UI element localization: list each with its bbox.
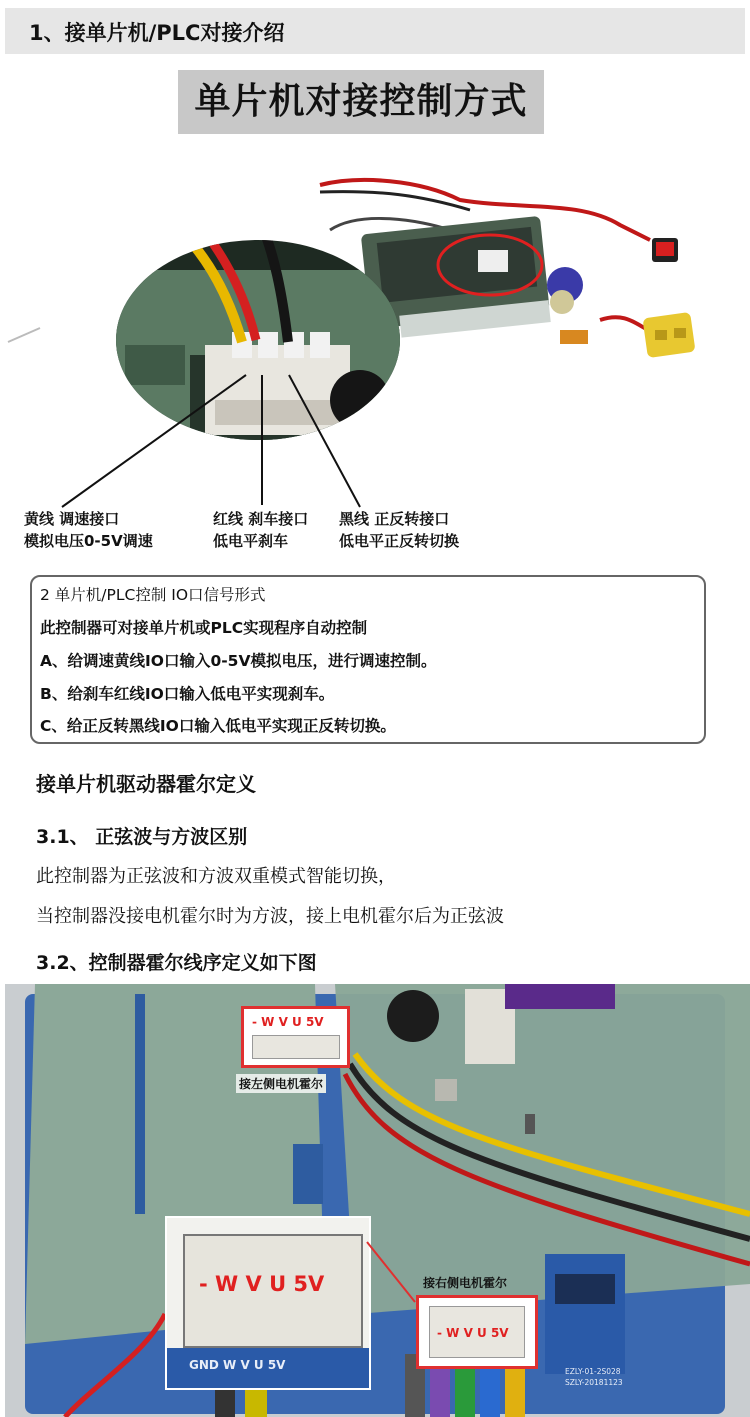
red-wire-title: 红线 刹车接口 (213, 510, 309, 528)
info-line-b: B、给刹车红线IO口输入低电平实现刹车。 (40, 685, 335, 703)
right-hall-caption: 接右侧电机霍尔 (423, 1276, 508, 1290)
left-hall-caption: 接左侧电机霍尔 (236, 1074, 326, 1093)
info-title: 2 单片机/PLC控制 IO口信号形式 (40, 586, 266, 604)
yellow-wire-title: 黄线 调速接口 (24, 510, 120, 528)
section-3-1-line-2: 当控制器没接电机霍尔时为方波，接上电机霍尔后为正弦波 (36, 906, 504, 927)
zoom-silkscreen: GND W V U 5V (189, 1358, 286, 1372)
yellow-wire-desc: 模拟电压0-5V调速 (24, 532, 153, 550)
board-marking-2: SZLY-20181123 (565, 1378, 623, 1387)
section-header (5, 8, 745, 54)
stray-wire (8, 328, 40, 342)
zoom-hall-pins: - W V U 5V (199, 1272, 325, 1296)
section-title: 1、接单片机/PLC对接介绍 (29, 21, 285, 45)
black-wire-label (339, 508, 459, 552)
black-wire-title: 黑线 正反转接口 (339, 510, 450, 528)
info-line-a: A、给调速黄线IO口输入0-5V模拟电压，进行调速控制。 (40, 652, 437, 670)
left-hall-pins: - W V U 5V (252, 1015, 324, 1029)
board-marking (565, 1366, 623, 1388)
section-3-1-title: 3.1、 正弦波与方波区别 (36, 826, 248, 848)
hall-wiring-photo (5, 984, 750, 1417)
info-line-c: C、给正反转黑线IO口输入低电平实现正反转切换。 (40, 717, 396, 735)
banner (178, 70, 544, 134)
board-marking-1: EZLY-01-2S028 (565, 1367, 621, 1376)
yellow-wire-label (24, 508, 153, 552)
red-wire-desc: 低电平刹车 (213, 532, 289, 550)
section-3-1-line-1: 此控制器为正弦波和方波双重模式智能切换， (36, 866, 396, 887)
right-hall-connector-box (416, 1295, 538, 1369)
banner-title: 单片机对接控制方式 (194, 81, 528, 122)
connector-zoom (62, 210, 410, 507)
io-signal-info-box (30, 575, 706, 744)
callout-lines (5, 984, 750, 1417)
info-line-1: 此控制器可对接单片机或PLC实现程序自动控制 (40, 619, 368, 637)
hall-section-title: 接单片机驱动器霍尔定义 (36, 772, 256, 796)
black-wire-desc: 低电平正反转切换 (339, 532, 460, 550)
right-hall-pins: - W V U 5V (437, 1326, 509, 1340)
red-wire-label (213, 508, 308, 552)
section-3-2-title: 3.2、控制器霍尔线序定义如下图 (36, 952, 317, 974)
